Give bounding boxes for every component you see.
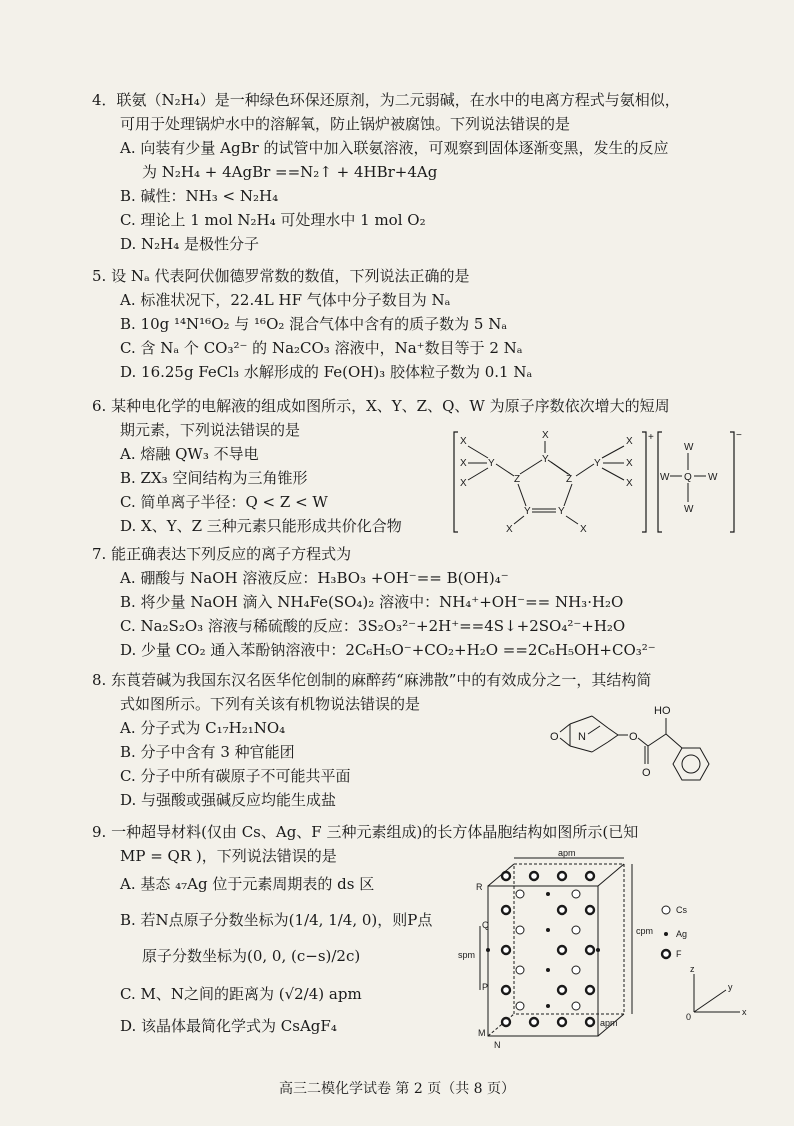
- q6-fig-w-right: W: [708, 472, 718, 483]
- q6-fig-x-r1: X: [626, 436, 633, 447]
- q6-stem-line2: 期元素，下列说法错误的是: [120, 421, 301, 439]
- q5-option-a: A. 标准状况下，22.4L HF 气体中分子数目为 Nₐ: [120, 291, 451, 309]
- q8-fig-ester-o: O: [629, 731, 638, 743]
- q6-fig-w-bottom: W: [684, 504, 694, 515]
- q4-stem-line1: 4．联氨（N₂H₄）是一种绿色环保还原剂，为二元弱碱，在水中的电离方程式与氨相似，: [92, 91, 680, 109]
- q5-stem: 5. 设 Nₐ 代表阿伏伽德罗常数的数值，下列说法正确的是: [92, 267, 470, 285]
- q8-fig-ho: HO: [654, 705, 671, 717]
- q6-option-b: B. ZX₃ 空间结构为三角锥形: [120, 469, 308, 487]
- q8-stem-line2: 式如图所示。下列有关该有机物说法错误的是: [120, 695, 421, 713]
- q4-stem-line2: 可用于处理锅炉水中的溶解氧，防止锅炉被腐蚀。下列说法错误的是: [120, 115, 571, 133]
- q6-structure-figure: [452, 428, 742, 536]
- q7-option-a: A. 硼酸与 NaOH 溶液反应：H₃BO₃ +OH⁻== B(OH)₄⁻: [120, 569, 509, 587]
- q6-option-a: A. 熔融 QW₃ 不导电: [120, 445, 259, 463]
- q8-fig-epoxide-o: O: [550, 731, 559, 743]
- q6-fig-y-br: Y: [558, 506, 565, 517]
- q5-option-b: B. 10g ¹⁴N¹⁶O₂ 与 ¹⁶O₂ 混合气体中含有的质子数为 5 Nₐ: [120, 315, 508, 333]
- q8-stem-line1: 8. 东莨菪碱为我国东汉名医华佗创制的麻醉药“麻沸散”中的有效成分之一，其结构简: [92, 671, 652, 689]
- q6-fig-z-right: Z: [566, 474, 573, 485]
- q9-option-b-line2: 原子分数坐标为(0, 0, (c−s)/2c): [142, 947, 361, 965]
- q9-fig-axis-z: z: [690, 964, 695, 974]
- q6-fig-y-top: Y: [542, 454, 549, 465]
- q9-fig-axis-y: y: [728, 982, 733, 992]
- q9-fig-label-p: P: [482, 982, 489, 992]
- q9-option-d: D. 该晶体最简化学式为 CsAgF₄: [120, 1017, 337, 1035]
- q6-fig-y-right: Y: [594, 458, 601, 469]
- q9-fig-axis-origin: 0: [686, 1012, 692, 1022]
- q4-option-d: D. N₂H₄ 是极性分子: [120, 235, 260, 253]
- q5-option-c: C. 含 Nₐ 个 CO₃²⁻ 的 Na₂CO₃ 溶液中，Na⁺数目等于 2 Nₐ: [120, 339, 523, 357]
- q6-fig-y-bl: Y: [524, 506, 531, 517]
- q9-fig-legend-ag: Ag: [676, 929, 688, 939]
- q6-stem-line1: 6. 某种电化学的电解液的组成如图所示，X、Y、Z、Q、W 为原子序数依次增大的短周: [92, 397, 670, 415]
- q9-option-c: C. M、N之间的距离为 (√2/4) apm: [120, 985, 362, 1003]
- q9-option-a: A. 基态 ₄₇Ag 位于元素周期表的 ds 区: [120, 875, 375, 893]
- q6-fig-w-top: W: [684, 442, 694, 453]
- q6-fig-x-l1: X: [460, 436, 467, 447]
- q4-option-a-line1: A. 向装有少量 AgBr 的试管中加入联氨溶液，可观察到固体逐渐变黑，发生的反应: [120, 139, 669, 157]
- q8-scopolamine-structure: [548, 704, 748, 816]
- q9-unit-cell-figure: [458, 850, 758, 1050]
- q4-option-c: C. 理论上 1 mol N₂H₄ 可处理水中 1 mol O₂: [120, 211, 426, 229]
- q6-fig-x-b1: X: [506, 524, 513, 535]
- question-5: [92, 264, 742, 384]
- q9-stem-line1: 9. 一种超导材料(仅由 Cs、Ag、F 三种元素组成)的长方体晶胞结构如图所示(已知: [92, 823, 639, 841]
- q6-fig-x-r2: X: [626, 458, 633, 469]
- q6-fig-x-b2: X: [580, 524, 587, 535]
- q8-option-a: A. 分子式为 C₁₇H₂₁NO₄: [120, 719, 286, 737]
- q9-fig-label-n: N: [494, 1040, 501, 1050]
- q9-fig-label-q: Q: [482, 920, 490, 930]
- q6-fig-q: Q: [684, 472, 692, 483]
- q9-fig-spm: spm: [458, 950, 476, 960]
- page-footer: 高三二模化学试卷 第 2 页（共 8 页）: [278, 1081, 516, 1097]
- q9-fig-cpm: cpm: [636, 926, 654, 936]
- q7-option-c: C. Na₂S₂O₃ 溶液与稀硫酸的反应：3S₂O₃²⁻+2H⁺==4S↓+2SO₄²⁻+H₂O: [120, 617, 626, 635]
- q6-option-c: C. 简单离子半径：Q < Z < W: [120, 493, 328, 511]
- q6-fig-x-l2: X: [460, 458, 467, 469]
- q8-fig-n: N: [578, 731, 586, 743]
- q9-fig-legend-f: F: [676, 949, 682, 959]
- q6-fig-plus: +: [648, 432, 654, 443]
- q9-fig-label-r: R: [476, 882, 483, 892]
- q9-fig-axis-x: x: [742, 1007, 747, 1017]
- q9-fig-legend-cs: Cs: [676, 905, 687, 915]
- q8-fig-carbonyl-o: O: [642, 767, 651, 779]
- q6-fig-z-left: Z: [514, 474, 521, 485]
- q7-stem: 7. 能正确表达下列反应的离子方程式为: [92, 545, 352, 563]
- q4-option-a-line2: 为 N₂H₄ + 4AgBr ==N₂↑ + 4HBr+4Ag: [142, 163, 438, 181]
- q6-fig-w-left: W: [660, 472, 670, 483]
- q5-option-d: D. 16.25g FeCl₃ 水解形成的 Fe(OH)₃ 胶体粒子数为 0.1 Nₐ: [120, 363, 533, 381]
- q7-option-b: B. 将少量 NaOH 滴入 NH₄Fe(SO₄)₂ 溶液中：NH₄⁺+OH⁻== NH₃·H₂O: [120, 593, 624, 611]
- question-6: [92, 394, 670, 538]
- q6-fig-x-l3: X: [460, 478, 467, 489]
- question-7: [92, 542, 742, 662]
- q8-option-b: B. 分子中含有 3 种官能团: [120, 743, 295, 761]
- q6-fig-minus: −: [736, 430, 742, 441]
- q8-option-c: C. 分子中所有碳原子不可能共平面: [120, 767, 351, 785]
- q8-option-d: D. 与强酸或强碱反应均能生成盐: [120, 791, 337, 809]
- q9-fig-apm-side: apm: [600, 1018, 618, 1028]
- q6-fig-x-r3: X: [626, 478, 633, 489]
- q9-stem-line2: MP = QR )，下列说法错误的是: [120, 847, 337, 865]
- q7-option-d: D. 少量 CO₂ 通入苯酚钠溶液中：2C₆H₅O⁻+CO₂+H₂O ==2C₆H₅OH+CO₃²⁻: [120, 641, 656, 659]
- question-4: [92, 88, 742, 256]
- q4-option-b: B. 碱性：NH₃ < N₂H₄: [120, 187, 279, 205]
- q9-option-b-line1: B. 若N点原子分数坐标为(1/4, 1/4, 0)，则P点: [120, 911, 433, 929]
- q6-fig-y-left: Y: [488, 458, 495, 469]
- q6-option-d: D. X、Y、Z 三种元素只能形成共价化合物: [120, 517, 402, 535]
- q9-fig-apm-top: apm: [558, 850, 576, 858]
- q9-fig-label-m: M: [478, 1028, 486, 1038]
- q6-fig-x-top: X: [542, 430, 549, 441]
